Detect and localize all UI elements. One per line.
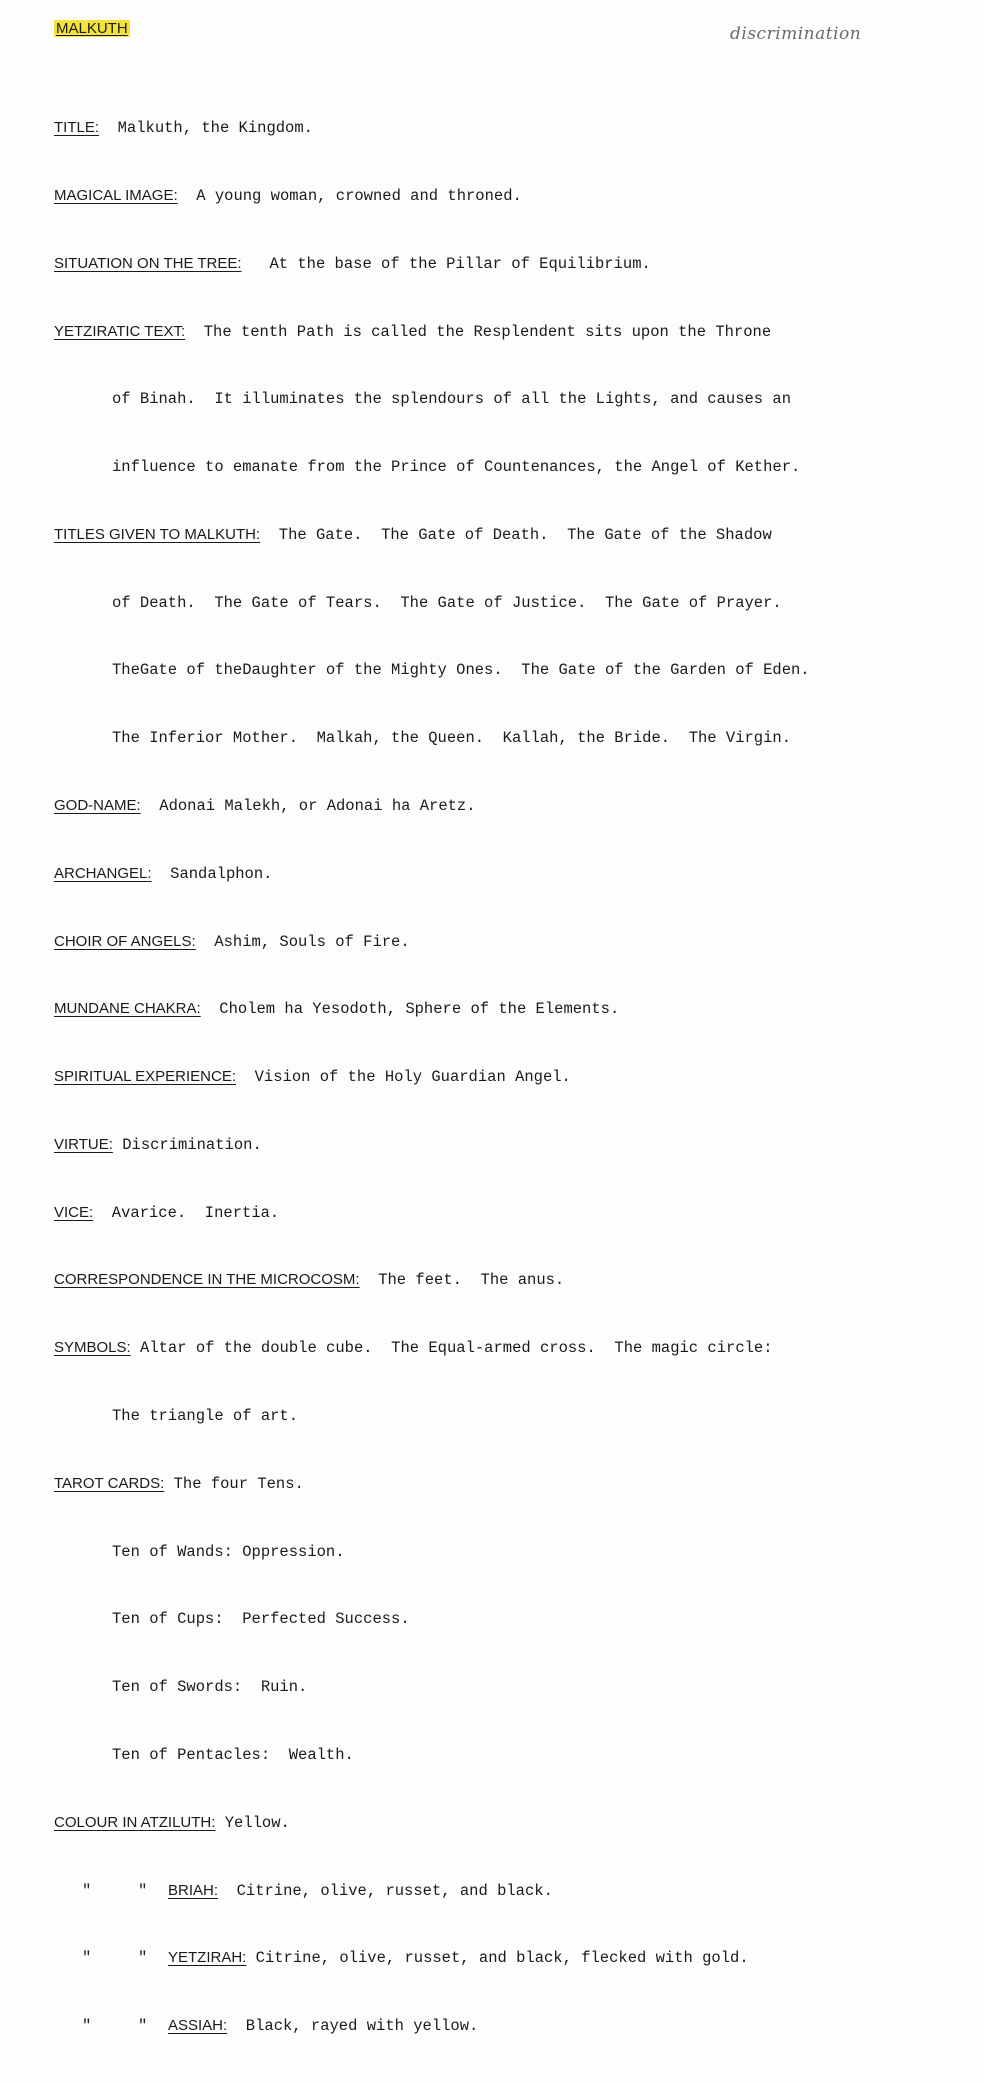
ditto-mark: " <box>82 2017 92 2036</box>
ditto-mark: " <box>82 1881 92 1900</box>
entry-vice: VICE: Avarice. Inertia. <box>54 1203 280 1222</box>
entry-symbols-cont: The triangle of art. <box>112 1407 299 1426</box>
entry-label: ARCHANGEL: <box>54 864 152 882</box>
tarot-swords: Ten of Swords: Ruin. <box>112 1678 308 1697</box>
tarot-cups: Ten of Cups: Perfected Success. <box>112 1610 410 1629</box>
entry-label: TAROT CARDS: <box>54 1474 165 1492</box>
document-body <box>54 72 974 2083</box>
entry-choir: CHOIR OF ANGELS: Ashim, Souls of Fire. <box>54 932 410 951</box>
entry-colour-assiah: " " ASSIAH: Black, rayed with yellow. <box>54 2015 974 2038</box>
entry-label: BRIAH: <box>168 1881 219 1899</box>
entry-label: ASSIAH: <box>168 2017 228 2035</box>
entry-label: YETZIRATIC TEXT: <box>54 322 186 340</box>
entry-label: COLOUR IN ATZILUTH: <box>54 1813 216 1831</box>
page-title <box>54 20 130 37</box>
entry-titles: TITLES GIVEN TO MALKUTH: The Gate. The Gate of Death. The Gate of the Shadow <box>54 525 772 544</box>
entry-label: GOD-NAME: <box>54 797 141 814</box>
entry-label: MUNDANE CHAKRA: <box>54 1000 201 1018</box>
entry-titles-cont: TheGate of theDaughter of the Mighty Ones. The Gate of the Garden of Eden. <box>112 661 810 680</box>
entry-label: SYMBOLS: <box>54 1339 131 1357</box>
entry-label: MAGICAL IMAGE: <box>54 186 178 204</box>
title-highlight: MALKUTH <box>56 20 128 37</box>
entry-virtue: VIRTUE: Discrimination. <box>54 1135 262 1154</box>
entry-label: TITLE: <box>54 119 100 137</box>
entry-tarot: TAROT CARDS: The four Tens. <box>54 1474 304 1493</box>
entry-colour: COLOUR IN ATZILUTH: Yellow. <box>54 1813 290 1832</box>
entry-yetziratic-cont: influence to emanate from the Prince of Countenances, the Angel of Kether. <box>112 458 801 477</box>
entry-mundane-chakra: MUNDANE CHAKRA: Cholem ha Yesodoth, Sphere of the Elements. <box>54 1000 620 1019</box>
entry-archangel: ARCHANGEL: Sandalphon. <box>54 864 273 883</box>
entry-label: VICE: <box>54 1203 94 1221</box>
entry-god-name: GOD-NAME: Adonai Malekh, or Adonai ha Aretz. <box>54 797 476 815</box>
entry-symbols: SYMBOLS: Altar of the double cube. The Equal-armed cross. The magic circle: <box>54 1339 773 1358</box>
entry-label: VIRTUE: <box>54 1135 113 1153</box>
entry-label: CORRESPONDENCE IN THE MICROCOSM: <box>54 1271 360 1289</box>
entry-spiritual: SPIRITUAL EXPERIENCE: Vision of the Holy Guardian Angel. <box>54 1068 571 1087</box>
entry-label: YETZIRAH: <box>168 1949 247 1967</box>
entry-yetziratic-cont: of Binah. It illuminates the splendours of all the Lights, and causes an <box>112 390 792 409</box>
entry-yetziratic: YETZIRATIC TEXT: The tenth Path is called the Resplendent sits upon the Throne <box>54 322 772 341</box>
entry-magical-image: MAGICAL IMAGE: A young woman, crowned and throned. <box>54 186 522 205</box>
entry-titles-cont: The Inferior Mother. Malkah, the Queen. Kallah, the Bride. The Virgin. <box>112 729 792 748</box>
entry-titles-cont: of Death. The Gate of Tears. The Gate of Justice. The Gate of Prayer. <box>112 593 782 612</box>
ditto-mark: " <box>138 1949 148 1968</box>
ditto-mark: " <box>138 2017 148 2036</box>
entry-label: CHOIR OF ANGELS: <box>54 932 196 950</box>
handwritten-note: discrimination <box>730 24 862 44</box>
entry-colour-yetzirah: " " YETZIRAH: Citrine, olive, russet, and black, flecked with gold. <box>54 1947 974 1970</box>
entry-label: SITUATION ON THE TREE: <box>54 254 242 272</box>
tarot-wands: Ten of Wands: Oppression. <box>112 1542 345 1561</box>
entry-label: SPIRITUAL EXPERIENCE: <box>54 1068 236 1086</box>
entry-correspondence: CORRESPONDENCE IN THE MICROCOSM: The feet. The anus. <box>54 1271 565 1290</box>
entry-title: TITLE: Malkuth, the Kingdom. <box>54 119 313 138</box>
entry-colour-briah: " " BRIAH: Citrine, olive, russet, and black. <box>54 1880 974 1903</box>
ditto-mark: " <box>82 1949 92 1968</box>
tarot-pentacles: Ten of Pentacles: Wealth. <box>112 1745 354 1764</box>
ditto-mark: " <box>138 1881 148 1900</box>
entry-label: TITLES GIVEN TO MALKUTH: <box>54 525 261 543</box>
entry-situation: SITUATION ON THE TREE: At the base of the Pillar of Equilibrium. <box>54 254 651 273</box>
